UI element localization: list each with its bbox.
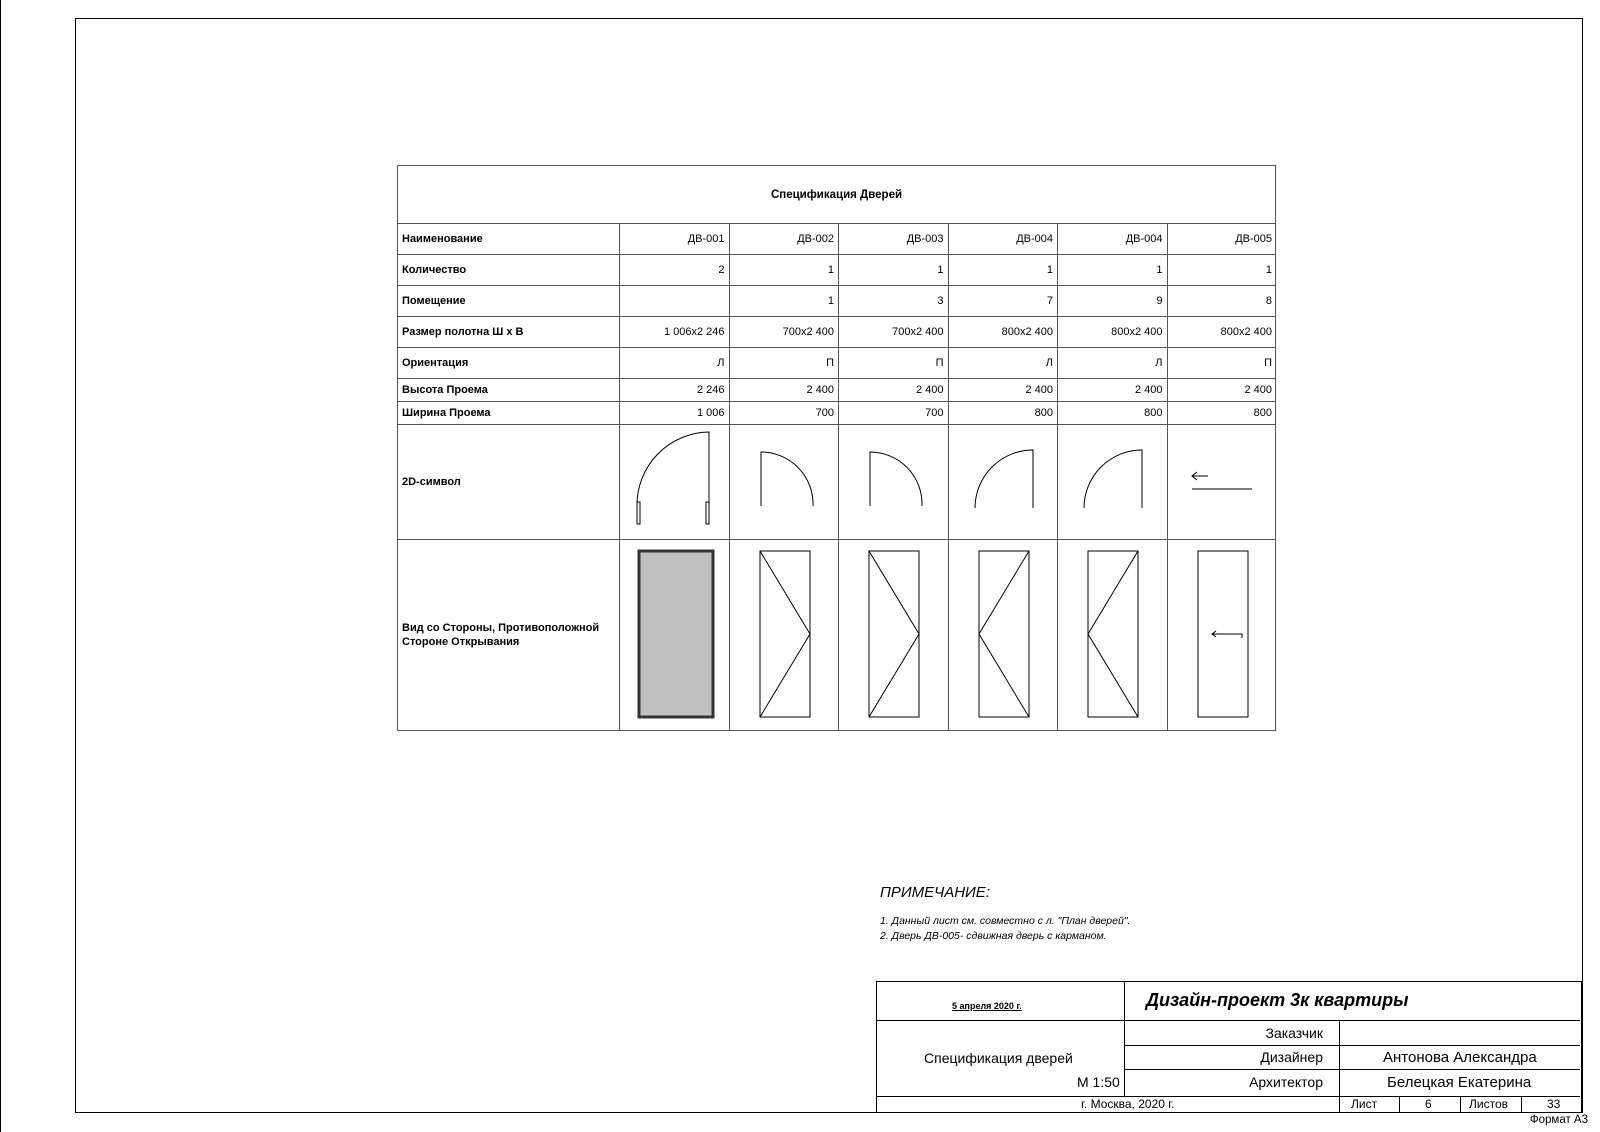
table-cell: ДВ-004 <box>1057 224 1167 254</box>
elevation-cell <box>1057 540 1167 730</box>
table-cell: Л <box>948 348 1058 378</box>
table-cell: 700 <box>729 402 839 424</box>
swing-door-left-symbol-icon <box>1062 428 1162 536</box>
notes-title: ПРИМЕЧАНИЕ: <box>880 884 990 901</box>
designer-label: Дизайнер <box>1260 1049 1323 1065</box>
elevation-cell <box>948 540 1058 730</box>
elevation-cell <box>1167 540 1277 730</box>
table-cell: 1 <box>948 255 1058 285</box>
door-elevation-right-icon <box>734 545 834 725</box>
table-cell: 2 400 <box>948 379 1058 401</box>
table-cell: 700 <box>838 402 948 424</box>
table-cell: 2 246 <box>619 379 729 401</box>
table-row-orient <box>398 348 1275 379</box>
format-label: Формат А3 <box>1529 1114 1588 1126</box>
symbol-cell <box>729 425 839 539</box>
table-cell: 2 400 <box>838 379 948 401</box>
architect-value: Белецкая Екатерина <box>1387 1074 1532 1091</box>
sheet-edge <box>0 0 1 1132</box>
swing-door-right-symbol-icon <box>734 428 834 536</box>
sheets-label: Листов <box>1469 1097 1508 1111</box>
table-cell: 800x2 400 <box>1057 317 1167 347</box>
door-elevation-right-icon <box>843 545 943 725</box>
table-cell: 8 <box>1167 286 1277 316</box>
table-cell: 700x2 400 <box>729 317 839 347</box>
row-label: Размер полотна Ш х В <box>402 326 524 338</box>
sheet-label: Лист <box>1351 1097 1378 1111</box>
table-row-opening-height <box>398 379 1275 402</box>
table-cell: П <box>1167 348 1277 378</box>
table-cell: 2 400 <box>1057 379 1167 401</box>
row-label: Вид со Стороны, Противоположной Стороне Открывания <box>402 622 600 648</box>
row-label: Высота Проема <box>402 384 488 396</box>
table-row-opening-width <box>398 402 1275 425</box>
symbol-cell <box>838 425 948 539</box>
table-cell: П <box>729 348 839 378</box>
table-row-room <box>398 286 1275 317</box>
table-cell: 800x2 400 <box>1167 317 1277 347</box>
date: 5 апреля 2020 г. <box>952 1001 1022 1011</box>
symbol-cell <box>1167 425 1277 539</box>
table-cell: ДВ-005 <box>1167 224 1277 254</box>
sheets-total: 33 <box>1547 1097 1561 1111</box>
swing-door-left-symbol-icon <box>953 428 1053 536</box>
table-row-size <box>398 317 1275 348</box>
door-specification-table <box>397 165 1276 731</box>
table-cell: 2 400 <box>729 379 839 401</box>
table-cell: 1 <box>729 255 839 285</box>
table-cell: Л <box>619 348 729 378</box>
row-label: Помещение <box>402 295 466 307</box>
elevation-cell <box>838 540 948 730</box>
table-cell: 800x2 400 <box>948 317 1058 347</box>
note-item: 1. Данный лист см. совместно с л. "План дверей". <box>880 915 1131 927</box>
table-cell: 1 006 <box>619 402 729 424</box>
double-swing-door-symbol-icon <box>624 428 724 536</box>
table-cell: 800 <box>1057 402 1167 424</box>
table-cell: 2 400 <box>1167 379 1277 401</box>
sliding-door-symbol-icon <box>1172 428 1272 536</box>
table-cell: Л <box>1057 348 1167 378</box>
table-cell: 7 <box>948 286 1058 316</box>
table-cell: 700x2 400 <box>838 317 948 347</box>
table-title: Спецификация Дверей <box>398 166 1275 224</box>
sheet-title: Спецификация дверей <box>924 1050 1073 1066</box>
table-cell: 1 006x2 246 <box>619 317 729 347</box>
table-row-name <box>398 224 1275 255</box>
table-cell: ДВ-004 <box>948 224 1058 254</box>
notes-block <box>880 884 1130 942</box>
table-cell: 1 <box>1167 255 1277 285</box>
table-cell: 1 <box>838 255 948 285</box>
table-cell: 800 <box>948 402 1058 424</box>
city-year: г. Москва, 2020 г. <box>1081 1097 1175 1111</box>
elevation-cell <box>729 540 839 730</box>
table-cell: 9 <box>1057 286 1167 316</box>
row-label: Ориентация <box>402 357 469 369</box>
note-item: 2. Дверь ДВ-005- сдвижная дверь с карманом. <box>880 930 1107 942</box>
sliding-door-elevation-icon <box>1172 545 1272 725</box>
table-cell: 800 <box>1167 402 1277 424</box>
table-cell: 3 <box>838 286 948 316</box>
scale: М 1:50 <box>1077 1074 1120 1090</box>
title-block <box>876 981 1582 1113</box>
door-elevation-left-icon <box>953 545 1053 725</box>
customer-label: Заказчик <box>1265 1025 1323 1041</box>
door-elevation-left-icon <box>1062 545 1162 725</box>
designer-value: Антонова Александра <box>1383 1049 1537 1066</box>
table-cell: 1 <box>1057 255 1167 285</box>
table-cell: ДВ-003 <box>838 224 948 254</box>
project-title: Дизайн-проект 3к квартиры <box>1146 990 1409 1010</box>
table-cell <box>619 286 729 316</box>
symbol-cell <box>619 425 729 539</box>
table-cell: ДВ-001 <box>619 224 729 254</box>
row-label: 2D-символ <box>402 476 461 488</box>
table-cell: 2 <box>619 255 729 285</box>
row-label: Количество <box>402 264 467 276</box>
table-row-qty <box>398 255 1275 286</box>
swing-door-right-symbol-icon <box>843 428 943 536</box>
symbol-cell <box>948 425 1058 539</box>
solid-door-elevation-icon <box>624 545 724 725</box>
table-cell: ДВ-002 <box>729 224 839 254</box>
sheet-number: 6 <box>1425 1097 1432 1111</box>
table-cell: П <box>838 348 948 378</box>
architect-label: Архитектор <box>1249 1074 1323 1090</box>
table-row-symbol <box>398 425 1275 540</box>
symbol-cell <box>1057 425 1167 539</box>
table-row-view <box>398 540 1275 730</box>
row-label: Наименование <box>402 233 483 245</box>
elevation-cell <box>619 540 729 730</box>
table-cell: 1 <box>729 286 839 316</box>
row-label: Ширина Проема <box>402 407 491 419</box>
